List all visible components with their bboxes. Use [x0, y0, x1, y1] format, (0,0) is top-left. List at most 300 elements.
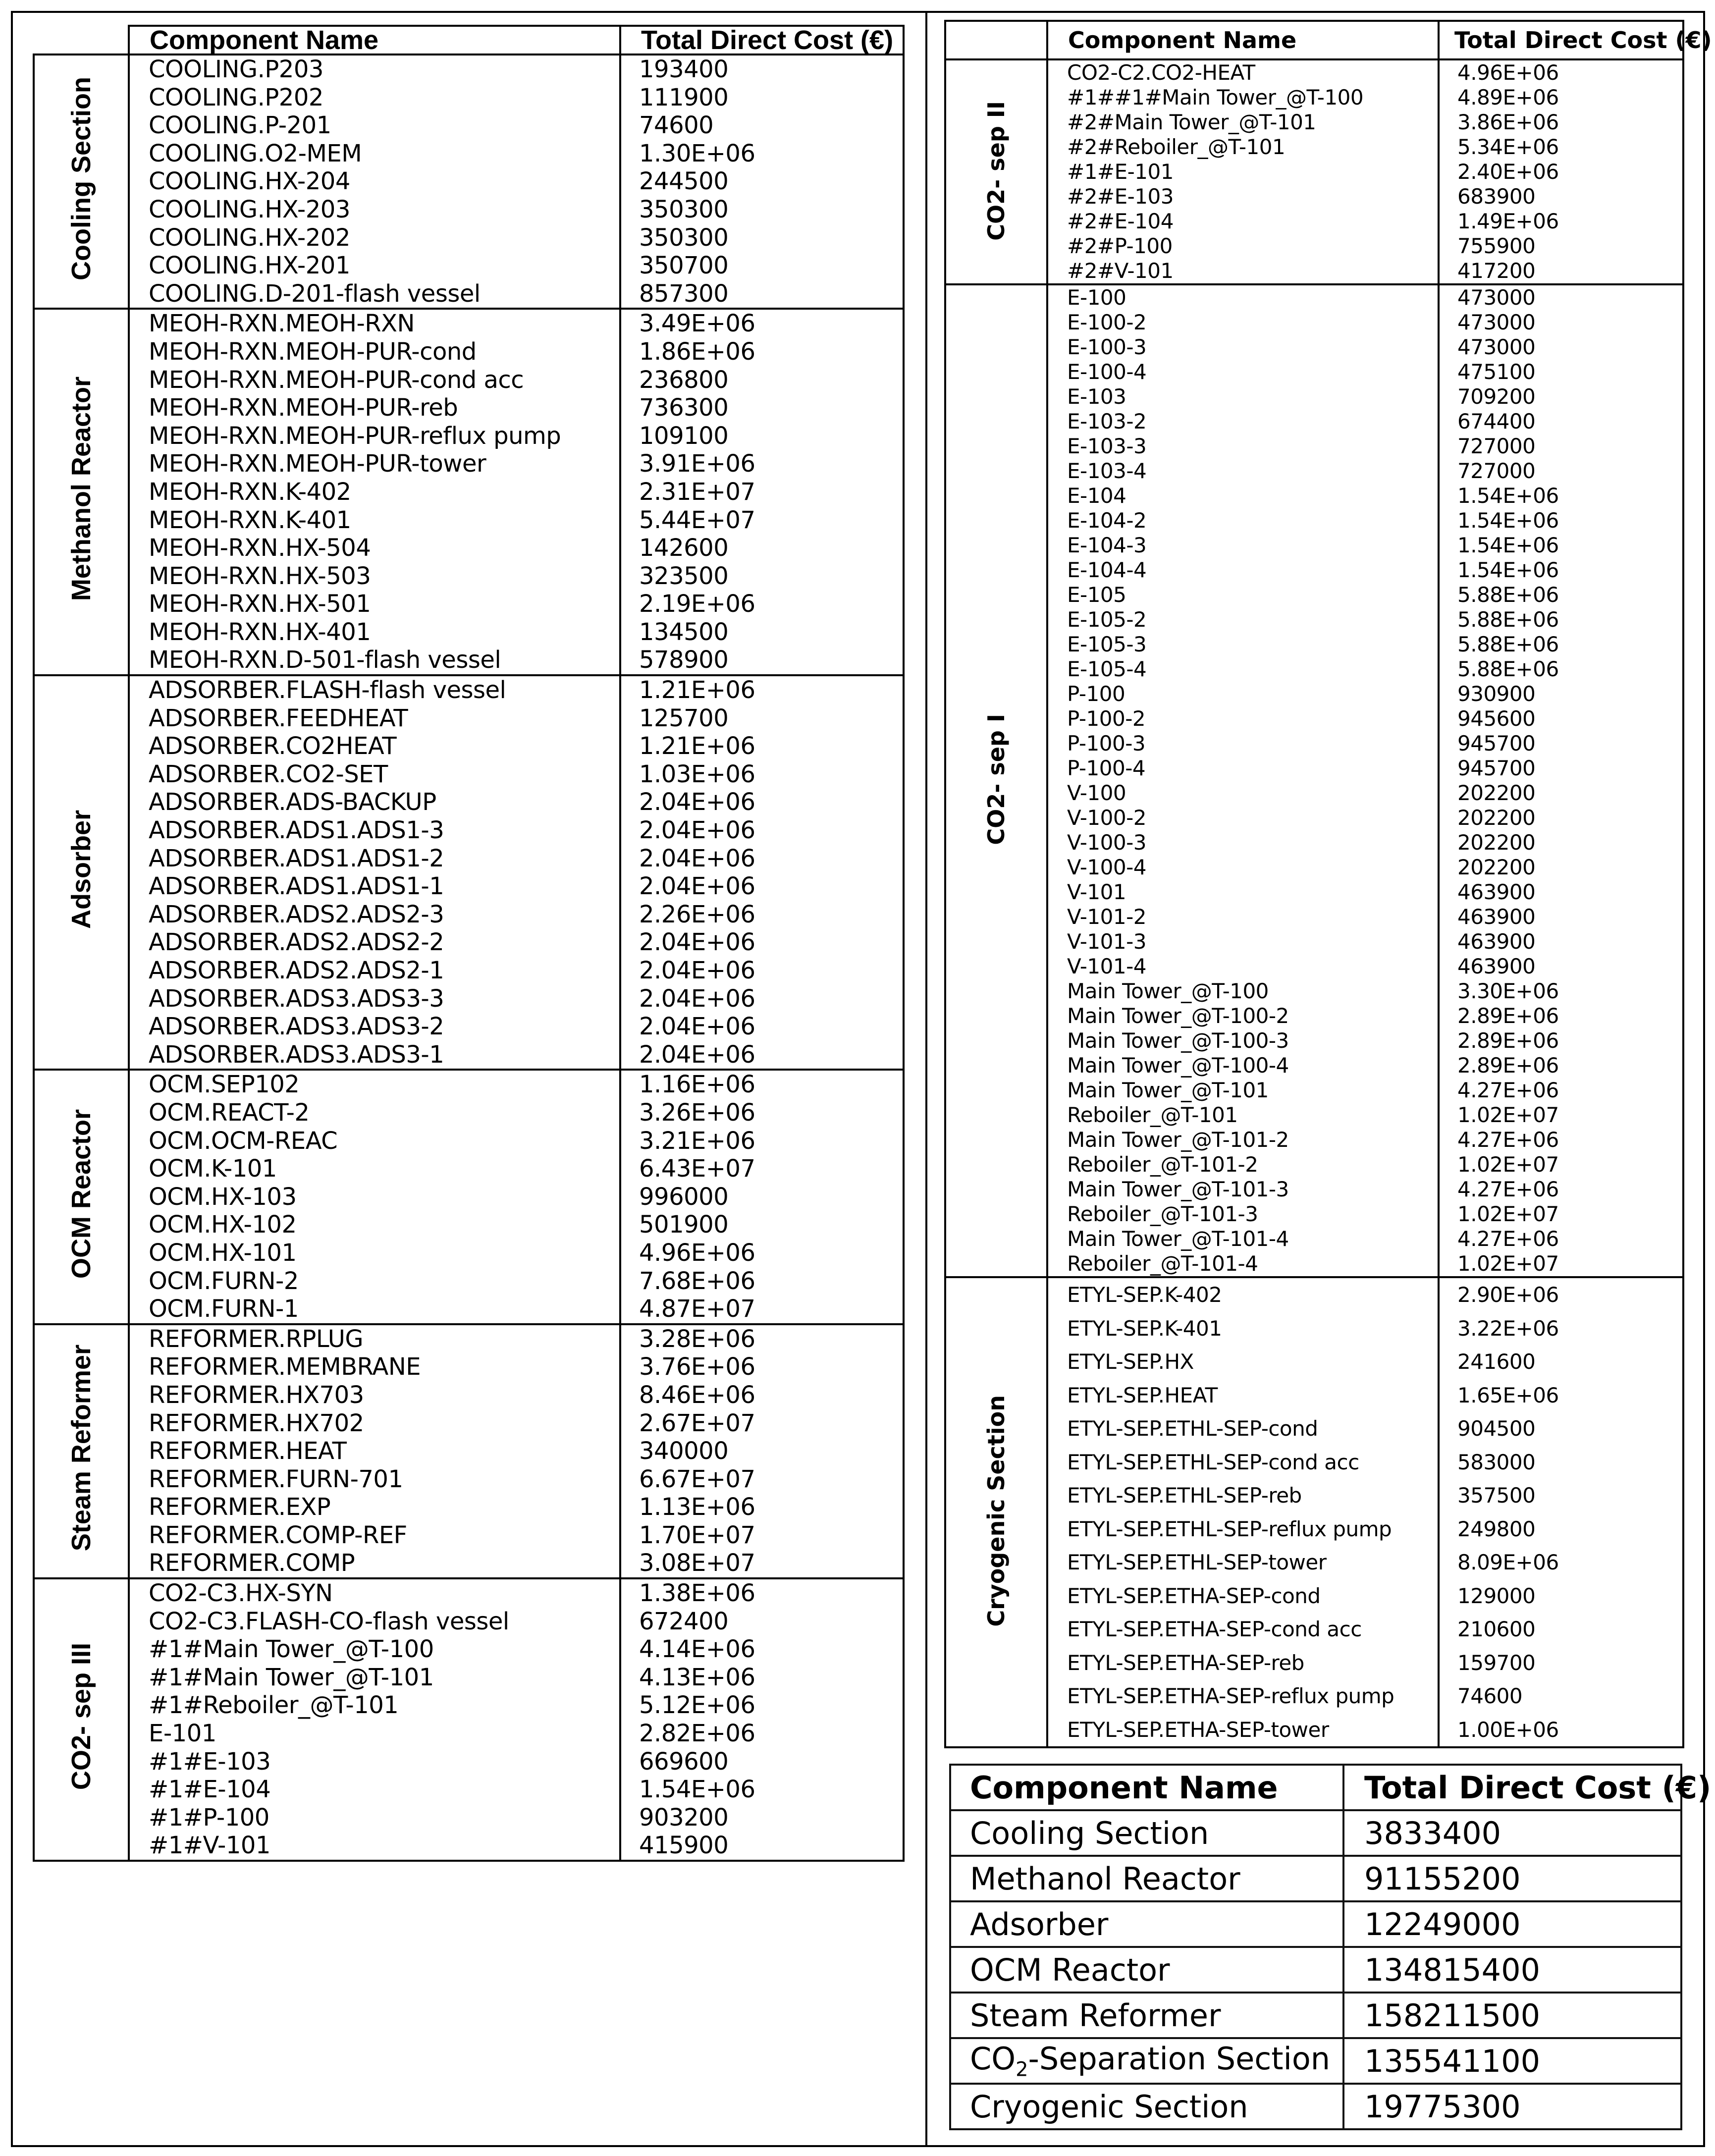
component-name: E-100 — [1067, 285, 1126, 310]
component-cost: 4.27E+06 — [1457, 1078, 1559, 1102]
component-name: ETYL-SEP.K-402 — [1067, 1283, 1222, 1307]
component-name: ETYL-SEP.ETHL-SEP-cond acc — [1067, 1450, 1359, 1474]
component-name: E-101 — [149, 1720, 216, 1748]
component-cost: 3.08E+07 — [639, 1549, 755, 1577]
component-name: V-101-4 — [1067, 954, 1146, 978]
component-cost: 727000 — [1457, 434, 1536, 458]
component-cost: 4.27E+06 — [1457, 1227, 1559, 1251]
section-label: Methanol Reactor — [66, 377, 96, 601]
component-cost: 4.13E+06 — [639, 1663, 755, 1691]
section-label: Adsorber — [66, 809, 96, 929]
component-name: Reboiler_@T-101-2 — [1067, 1152, 1258, 1177]
component-cost: 674400 — [1457, 409, 1536, 433]
component-cost: 1.54E+06 — [1457, 508, 1559, 533]
component-name: MEOH-RXN.K-401 — [149, 506, 351, 534]
section-cooling-section — [34, 54, 904, 309]
component-name: E-104-2 — [1067, 508, 1147, 533]
component-name: ADSORBER.ADS-BACKUP — [149, 788, 436, 816]
component-cost: 2.90E+06 — [1457, 1283, 1559, 1307]
component-name: REFORMER.FURN-701 — [149, 1465, 403, 1493]
component-name: #1#P-100 — [149, 1803, 269, 1832]
component-name: Main Tower_@T-100-4 — [1067, 1053, 1289, 1078]
component-cost: 463900 — [1457, 929, 1536, 954]
summary-row — [950, 1810, 1681, 1856]
component-cost: 2.19E+06 — [639, 590, 755, 618]
component-cost: 202200 — [1457, 806, 1536, 830]
component-name: #1#Reboiler_@T-101 — [149, 1691, 399, 1720]
component-name: ADSORBER.ADS3.ADS3-1 — [149, 1040, 444, 1069]
summary-section-name: Cryogenic Section — [950, 2084, 1343, 2129]
section-label: CO2- sep III — [66, 1642, 96, 1790]
component-cost: 2.82E+06 — [639, 1720, 755, 1748]
component-name: OCM.REACT-2 — [149, 1098, 310, 1127]
component-cost: 930900 — [1457, 682, 1536, 706]
component-cost: 2.04E+06 — [639, 872, 755, 901]
component-cost: 2.04E+06 — [639, 844, 755, 872]
summary-section-cost: 12249000 — [1343, 1901, 1681, 1947]
component-name: #1##1#Main Tower_@T-100 — [1067, 85, 1364, 109]
component-cost: 350300 — [639, 223, 729, 252]
summary-section-name: Adsorber — [950, 1901, 1343, 1947]
component-cost: 3.49E+06 — [639, 310, 755, 338]
component-cost: 2.89E+06 — [1457, 1028, 1559, 1053]
component-cost: 473000 — [1457, 285, 1536, 310]
component-name: #1#Main Tower_@T-100 — [149, 1635, 434, 1664]
summary-row — [950, 2084, 1681, 2129]
header-blank — [945, 21, 1047, 59]
header-blank — [34, 26, 129, 54]
component-name: MEOH-RXN.HX-504 — [149, 534, 371, 562]
component-name: E-103-2 — [1067, 409, 1147, 433]
section-cryogenic-section — [945, 1277, 1683, 1747]
component-name: ADSORBER.ADS2.ADS2-3 — [149, 900, 444, 928]
component-name: MEOH-RXN.MEOH-PUR-reflux pump — [149, 422, 561, 450]
component-name: COOLING.HX-201 — [149, 252, 350, 280]
component-cost: 1.38E+06 — [639, 1579, 755, 1608]
component-name: OCM.SEP102 — [149, 1071, 300, 1099]
component-cost: 755900 — [1457, 234, 1536, 258]
component-name: OCM.OCM-REAC — [149, 1127, 338, 1155]
component-name: ADSORBER.ADS1.ADS1-3 — [149, 816, 444, 845]
component-name: COOLING.HX-202 — [149, 223, 350, 252]
component-name: V-100 — [1067, 781, 1126, 805]
summary-section-cost: 19775300 — [1343, 2084, 1681, 2129]
component-cost: 945600 — [1457, 706, 1536, 731]
summary-section-name: $CO_2$-Separation Section — [950, 2038, 1343, 2084]
component-name: CO2-C3.FLASH-CO-flash vessel — [149, 1607, 509, 1635]
component-cost: 129000 — [1457, 1583, 1536, 1608]
component-name: ETYL-SEP.HEAT — [1067, 1383, 1218, 1407]
component-name: E-105-4 — [1067, 657, 1147, 681]
section-adsorber — [34, 675, 904, 1070]
section-label-cell — [945, 1277, 1047, 1747]
summary-section-cost: 91155200 — [1343, 1856, 1681, 1901]
component-cost: 1.02E+07 — [1457, 1202, 1559, 1226]
component-name: OCM.FURN-1 — [149, 1295, 299, 1323]
component-name: V-100-4 — [1067, 855, 1146, 879]
component-cost: 475100 — [1457, 360, 1536, 384]
component-cost: 669600 — [639, 1747, 729, 1776]
component-names-cell — [129, 1070, 620, 1324]
component-cost: 4.96E+06 — [1457, 60, 1559, 85]
component-name: REFORMER.COMP-REF — [149, 1521, 407, 1549]
component-names-cell — [129, 1324, 620, 1578]
component-costs-cell — [620, 1578, 904, 1861]
component-name: REFORMER.COMP — [149, 1549, 355, 1577]
component-cost: 193400 — [639, 55, 729, 83]
component-name: V-101-3 — [1067, 929, 1146, 954]
component-cost: 1.16E+06 — [639, 1071, 755, 1099]
component-costs-cell — [620, 54, 904, 309]
section-label: OCM Reactor — [66, 1109, 96, 1279]
component-costs-cell — [620, 309, 904, 675]
component-cost: 202200 — [1457, 855, 1536, 879]
summary-row — [950, 1993, 1681, 2038]
section-ocm-reactor — [34, 1070, 904, 1324]
component-cost: 904500 — [1457, 1416, 1536, 1441]
component-name: Reboiler_@T-101-3 — [1067, 1202, 1258, 1226]
component-name: E-104-4 — [1067, 558, 1147, 582]
component-cost: 1.00E+06 — [1457, 1717, 1559, 1742]
component-name: ADSORBER.FEEDHEAT — [149, 704, 408, 732]
component-name: ETYL-SEP.ETHA-SEP-tower — [1067, 1717, 1329, 1742]
component-name: ETYL-SEP.HX — [1067, 1349, 1194, 1374]
component-cost: 3.21E+06 — [639, 1127, 755, 1155]
section-label-cell — [34, 309, 129, 675]
section-co2-sep-iii — [34, 1578, 904, 1861]
component-name: Main Tower_@T-101-2 — [1067, 1128, 1289, 1152]
section-co2-sep-ii — [945, 59, 1683, 284]
component-cost: 727000 — [1457, 459, 1536, 483]
summary-header-row — [950, 1765, 1681, 1810]
summary-table — [949, 1764, 1712, 2130]
component-name: ADSORBER.ADS2.ADS2-2 — [149, 928, 444, 957]
component-cost: 2.31E+07 — [639, 478, 755, 506]
section-label: CO2- sep II — [983, 101, 1010, 241]
component-cost: 142600 — [639, 534, 729, 562]
component-name: REFORMER.RPLUG — [149, 1325, 364, 1353]
component-cost: 6.67E+07 — [639, 1465, 755, 1493]
component-costs-cell — [1439, 284, 1683, 1277]
component-name: MEOH-RXN.HX-501 — [149, 590, 371, 618]
component-name: Reboiler_@T-101 — [1067, 1103, 1238, 1127]
component-cost: 5.12E+06 — [639, 1691, 755, 1720]
component-cost: 683900 — [1457, 184, 1536, 209]
component-cost: 1.02E+07 — [1457, 1251, 1559, 1276]
component-cost: 236800 — [639, 366, 729, 394]
component-name: COOLING.P-201 — [149, 111, 331, 140]
component-cost: 357500 — [1457, 1483, 1536, 1508]
component-name: MEOH-RXN.HX-401 — [149, 618, 371, 646]
section-label-cell — [34, 1070, 129, 1324]
component-cost: 241600 — [1457, 1349, 1536, 1374]
component-cost: 2.04E+06 — [639, 928, 755, 957]
summary-section-name: OCM Reactor — [950, 1947, 1343, 1993]
component-cost: 473000 — [1457, 310, 1536, 334]
component-cost: 857300 — [639, 279, 729, 308]
component-cost: 463900 — [1457, 905, 1536, 929]
component-cost: 125700 — [639, 704, 729, 732]
component-cost: 3.91E+06 — [639, 450, 755, 478]
component-cost: 709200 — [1457, 384, 1536, 409]
component-name: Main Tower_@T-101-4 — [1067, 1227, 1289, 1251]
component-cost: 4.27E+06 — [1457, 1177, 1559, 1201]
component-names-cell — [1047, 59, 1439, 284]
component-name: ETYL-SEP.ETHL-SEP-reflux pump — [1067, 1516, 1392, 1541]
component-name: REFORMER.HX702 — [149, 1409, 364, 1437]
component-name: MEOH-RXN.HX-503 — [149, 562, 371, 590]
component-name: Main Tower_@T-101 — [1067, 1078, 1269, 1102]
right-cost-table — [944, 20, 1712, 1748]
left-cost-table — [33, 25, 905, 1862]
component-name: Main Tower_@T-100 — [1067, 979, 1269, 1003]
section-label: Cooling Section — [66, 76, 96, 280]
component-cost: 3.76E+06 — [639, 1353, 755, 1381]
right-table-panel — [944, 20, 1712, 1748]
component-name: ETYL-SEP.ETHA-SEP-cond acc — [1067, 1617, 1362, 1641]
component-cost: 2.89E+06 — [1457, 1004, 1559, 1028]
component-name: #1#V-101 — [149, 1832, 270, 1860]
component-name: ADSORBER.ADS1.ADS1-1 — [149, 872, 444, 901]
component-cost: 5.88E+06 — [1457, 583, 1559, 607]
section-label-cell — [34, 1324, 129, 1578]
summary-section-cost: 134815400 — [1343, 1947, 1681, 1993]
component-cost: 1.49E+06 — [1457, 209, 1559, 233]
component-name: #1#E-101 — [1067, 160, 1174, 184]
component-cost: 3.30E+06 — [1457, 979, 1559, 1003]
component-costs-cell — [620, 675, 904, 1070]
component-name: Main Tower_@T-100-2 — [1067, 1004, 1289, 1028]
component-name: V-100-3 — [1067, 830, 1146, 855]
component-name: ETYL-SEP.ETHA-SEP-reb — [1067, 1650, 1304, 1675]
component-cost: 210600 — [1457, 1617, 1536, 1641]
component-name: ETYL-SEP.ETHL-SEP-tower — [1067, 1550, 1327, 1574]
component-name: ADSORBER.CO2-SET — [149, 760, 388, 788]
component-name: P-100-2 — [1067, 706, 1146, 731]
component-name: MEOH-RXN.MEOH-PUR-cond acc — [149, 366, 524, 394]
component-cost: 2.04E+06 — [639, 1040, 755, 1069]
header-total-direct-cost: Total Direct Cost (€) — [1439, 21, 1683, 59]
component-name: COOLING.D-201-flash vessel — [149, 279, 481, 308]
section-label: Cryogenic Section — [983, 1395, 1010, 1627]
component-cost: 111900 — [639, 83, 729, 111]
component-cost: 323500 — [639, 562, 729, 590]
component-name: Reboiler_@T-101-4 — [1067, 1251, 1258, 1276]
component-name: E-103 — [1067, 384, 1126, 409]
component-name: E-104-3 — [1067, 533, 1147, 557]
component-name: COOLING.P203 — [149, 55, 323, 83]
component-name: P-100-4 — [1067, 756, 1146, 780]
component-cost: 8.09E+06 — [1457, 1550, 1559, 1574]
component-cost: 463900 — [1457, 954, 1536, 978]
component-cost: 159700 — [1457, 1650, 1536, 1675]
component-name: MEOH-RXN.MEOH-RXN — [149, 310, 415, 338]
component-cost: 2.04E+06 — [639, 788, 755, 816]
component-cost: 501900 — [639, 1211, 729, 1239]
component-cost: 3.22E+06 — [1457, 1316, 1559, 1341]
component-name: E-105-3 — [1067, 632, 1147, 656]
summary-table-body — [950, 1810, 1681, 2129]
component-name: ADSORBER.CO2HEAT — [149, 732, 397, 760]
component-cost: 1.65E+06 — [1457, 1383, 1559, 1407]
summary-row — [950, 1856, 1681, 1901]
component-cost: 583000 — [1457, 1450, 1536, 1474]
component-cost: 1.30E+06 — [639, 139, 755, 167]
component-name: #2#E-103 — [1067, 184, 1174, 209]
component-name: E-100-2 — [1067, 310, 1147, 334]
summary-header-component-name: Component Name — [950, 1765, 1343, 1810]
component-names-cell — [129, 1578, 620, 1861]
component-cost: 350300 — [639, 195, 729, 223]
component-name: V-101-2 — [1067, 905, 1146, 929]
component-name: #1#E-103 — [149, 1747, 271, 1776]
component-cost: 350700 — [639, 252, 729, 280]
left-table-panel — [33, 25, 903, 1862]
component-name: P-100 — [1067, 682, 1125, 706]
component-cost: 996000 — [639, 1183, 729, 1211]
component-name: E-105 — [1067, 583, 1126, 607]
section-label-cell — [945, 59, 1047, 284]
component-cost: 2.40E+06 — [1457, 160, 1559, 184]
component-cost: 5.88E+06 — [1457, 657, 1559, 681]
component-name: ETYL-SEP.ETHA-SEP-cond — [1067, 1583, 1321, 1608]
component-name: MEOH-RXN.MEOH-PUR-tower — [149, 450, 486, 478]
component-cost: 945700 — [1457, 756, 1536, 780]
component-name: ETYL-SEP.ETHA-SEP-reflux pump — [1067, 1684, 1394, 1708]
component-cost: 3.28E+06 — [639, 1325, 755, 1353]
component-name: CO2-C3.HX-SYN — [149, 1579, 333, 1608]
component-cost: 2.67E+07 — [639, 1409, 755, 1437]
component-name: E-100-4 — [1067, 360, 1147, 384]
component-name: #2#E-104 — [1067, 209, 1174, 233]
component-costs-cell — [620, 1070, 904, 1324]
component-name: V-101 — [1067, 880, 1126, 904]
component-name: E-100-3 — [1067, 335, 1147, 359]
left-table-body — [34, 54, 904, 1861]
summary-section-name: Methanol Reactor — [950, 1856, 1343, 1901]
component-cost: 4.14E+06 — [639, 1635, 755, 1664]
component-cost: 903200 — [639, 1803, 729, 1832]
component-name: E-104 — [1067, 484, 1126, 508]
component-cost: 1.54E+06 — [1457, 484, 1559, 508]
component-cost: 945700 — [1457, 731, 1536, 755]
component-name: COOLING.O2-MEM — [149, 139, 362, 167]
component-name: E-103-4 — [1067, 459, 1147, 483]
component-cost: 3.26E+06 — [639, 1098, 755, 1127]
component-cost: 2.26E+06 — [639, 900, 755, 928]
section-steam-reformer — [34, 1324, 904, 1578]
component-cost: 415900 — [639, 1832, 729, 1860]
component-names-cell — [129, 309, 620, 675]
section-label-cell — [34, 675, 129, 1070]
component-name: E-105-2 — [1067, 607, 1147, 632]
component-cost: 5.88E+06 — [1457, 632, 1559, 656]
component-cost: 1.21E+06 — [639, 676, 755, 704]
component-name: OCM.HX-102 — [149, 1211, 297, 1239]
component-names-cell — [129, 54, 620, 309]
component-name: ETYL-SEP.K-401 — [1067, 1316, 1222, 1341]
component-name: COOLING.HX-204 — [149, 167, 350, 196]
component-name: #1#Main Tower_@T-101 — [149, 1663, 434, 1691]
component-name: #1#E-104 — [149, 1776, 271, 1804]
component-cost: 4.27E+06 — [1457, 1128, 1559, 1152]
component-name: ADSORBER.FLASH-flash vessel — [149, 676, 506, 704]
summary-section-cost: 135541100 — [1343, 2038, 1681, 2084]
component-cost: 1.02E+07 — [1457, 1152, 1559, 1177]
header-component-name: Component Name — [129, 26, 620, 54]
component-cost: 1.54E+06 — [639, 1776, 755, 1804]
component-cost: 249800 — [1457, 1516, 1536, 1541]
component-cost: 2.04E+06 — [639, 984, 755, 1013]
component-cost: 2.04E+06 — [639, 957, 755, 984]
component-cost: 7.68E+06 — [639, 1267, 755, 1295]
section-co2-sep-i — [945, 284, 1683, 1277]
component-cost: 4.89E+06 — [1457, 85, 1559, 109]
component-cost: 5.34E+06 — [1457, 135, 1559, 159]
summary-row — [950, 1901, 1681, 1947]
component-names-cell — [129, 675, 620, 1070]
header-total-direct-cost: Total Direct Cost (€) — [620, 26, 904, 54]
summary-header-total-direct-cost: Total Direct Cost (€) — [1343, 1765, 1681, 1810]
component-cost: 8.46E+06 — [639, 1381, 755, 1409]
component-name: MEOH-RXN.MEOH-PUR-cond — [149, 337, 477, 366]
component-cost: 4.96E+06 — [639, 1239, 755, 1267]
component-cost: 736300 — [639, 394, 729, 422]
component-cost: 1.70E+07 — [639, 1521, 755, 1549]
component-cost: 74600 — [1457, 1684, 1523, 1708]
section-label: CO2- sep I — [983, 714, 1010, 845]
component-cost: 463900 — [1457, 880, 1536, 904]
component-name: OCM.HX-101 — [149, 1239, 297, 1267]
summary-section-cost: 3833400 — [1343, 1810, 1681, 1856]
component-name: #2#Main Tower_@T-101 — [1067, 110, 1316, 134]
component-name: ADSORBER.ADS3.ADS3-2 — [149, 1013, 444, 1041]
component-name: COOLING.HX-203 — [149, 195, 350, 223]
component-name: ETYL-SEP.ETHL-SEP-reb — [1067, 1483, 1302, 1508]
summary-section-cost: 158211500 — [1343, 1993, 1681, 2038]
component-name: V-100-2 — [1067, 806, 1146, 830]
component-cost: 672400 — [639, 1607, 729, 1635]
component-name: REFORMER.HEAT — [149, 1437, 347, 1465]
component-name: REFORMER.HX703 — [149, 1381, 364, 1409]
component-cost: 2.89E+06 — [1457, 1053, 1559, 1078]
component-cost: 2.04E+06 — [639, 816, 755, 845]
header-component-name: Component Name — [1047, 21, 1439, 59]
summary-row — [950, 1947, 1681, 1993]
component-cost: 1.03E+06 — [639, 760, 755, 788]
section-label-cell — [34, 54, 129, 309]
component-cost: 244500 — [639, 167, 729, 196]
component-name: ADSORBER.ADS1.ADS1-2 — [149, 844, 444, 872]
component-cost: 202200 — [1457, 830, 1536, 855]
component-cost: 340000 — [639, 1437, 729, 1465]
component-cost: 578900 — [639, 646, 729, 674]
component-name: OCM.K-101 — [149, 1155, 277, 1183]
summary-section-name: Cooling Section — [950, 1810, 1343, 1856]
component-cost: 473000 — [1457, 335, 1536, 359]
component-cost: 1.02E+07 — [1457, 1103, 1559, 1127]
component-cost: 1.54E+06 — [1457, 533, 1559, 557]
component-name: #2#V-101 — [1067, 259, 1174, 283]
component-cost: 1.54E+06 — [1457, 558, 1559, 582]
component-name: ETYL-SEP.ETHL-SEP-cond — [1067, 1416, 1318, 1441]
component-name: MEOH-RXN.K-402 — [149, 478, 351, 506]
section-label-cell — [34, 1578, 129, 1861]
component-name: REFORMER.EXP — [149, 1493, 331, 1521]
summary-row — [950, 2038, 1681, 2084]
component-name: #2#Reboiler_@T-101 — [1067, 135, 1286, 159]
component-name: P-100-3 — [1067, 731, 1146, 755]
